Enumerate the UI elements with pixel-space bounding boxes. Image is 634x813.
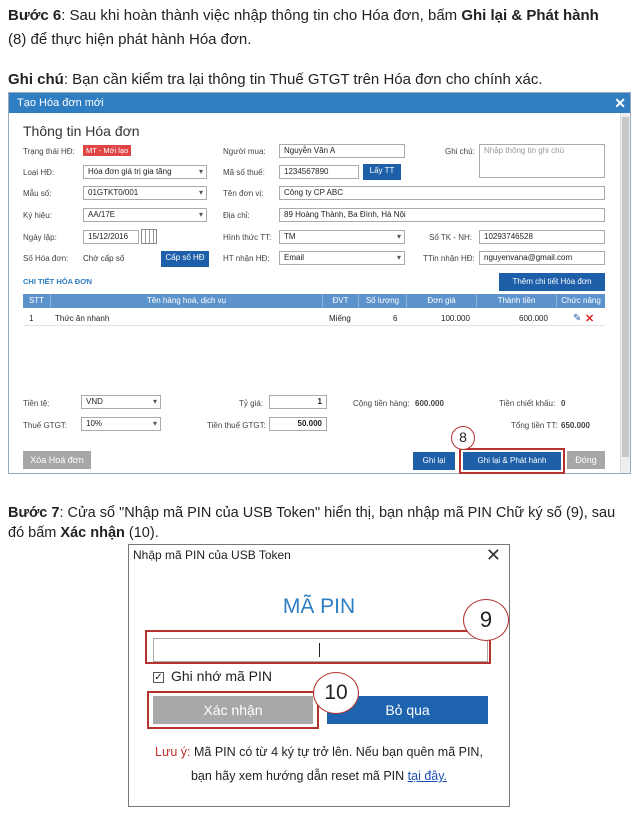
remember-pin-checkbox[interactable]: ✓ bbox=[154, 672, 163, 683]
payment-label: Hình thức TT: bbox=[223, 233, 272, 242]
note-text: : Bạn cần kiểm tra lại thông tin Thuế GTGT trên Hóa đơn cho chính xác. bbox=[63, 71, 543, 88]
col-header: Tên hàng hoá, dịch vụ bbox=[51, 294, 323, 308]
total-value: 650.000 bbox=[561, 421, 590, 430]
rate-label: Tỷ giá: bbox=[239, 399, 264, 408]
subtotal-value: 600.000 bbox=[415, 399, 444, 408]
create-invoice-window bbox=[8, 92, 631, 474]
email-label: TTin nhận HĐ: bbox=[423, 254, 475, 263]
note-instruction bbox=[8, 68, 543, 92]
comment-label: Ghi chú: bbox=[445, 147, 475, 156]
remember-pin-label: Ghi nhớ mã PIN bbox=[171, 668, 272, 684]
vat-label: Thuế GTGT: bbox=[23, 421, 68, 430]
detail-heading: CHI TIẾT HÓA ĐƠN bbox=[23, 277, 93, 286]
row-name: Thức ăn nhanh bbox=[55, 314, 110, 323]
vat-amount-field[interactable]: 50.000 bbox=[269, 417, 327, 431]
highlight-box bbox=[459, 448, 565, 474]
status-badge: MT - Mới lạo bbox=[83, 145, 131, 156]
invoice-window-titlebar bbox=[9, 93, 630, 113]
marker-10: 10 bbox=[313, 672, 359, 714]
payment-select[interactable]: TM ▾ bbox=[279, 230, 405, 244]
subtotal-label: Cộng tiền hàng: bbox=[353, 399, 410, 408]
pin-heading: MÃ PIN bbox=[282, 595, 356, 618]
step7-bold: Xác nhận bbox=[60, 525, 125, 541]
vat-select[interactable]: 10% ▾ bbox=[81, 417, 161, 431]
close-button[interactable]: Đóng bbox=[567, 451, 605, 469]
date-field[interactable]: 15/12/2016 bbox=[83, 230, 139, 244]
pin-dialog-title: Nhập mã PIN của USB Token bbox=[133, 548, 291, 562]
pin-dialog bbox=[128, 544, 510, 807]
receive-select[interactable]: Email ▾ bbox=[279, 251, 405, 265]
number-label: Số Hóa đơn: bbox=[23, 254, 69, 263]
note-text: bạn hãy xem hướng dẫn reset mã PIN bbox=[190, 769, 408, 783]
table-row bbox=[23, 312, 605, 326]
col-header: STT bbox=[23, 294, 51, 308]
template-select[interactable]: 01GTKT0/001 ▾ bbox=[83, 186, 207, 200]
marker-8: 8 bbox=[451, 426, 475, 450]
invoice-window-title: Tạo Hóa đơn mới bbox=[17, 97, 104, 109]
currency-label: Tiền tệ: bbox=[23, 399, 50, 408]
address-field[interactable]: 89 Hoàng Thành, Ba Đình, Hà Nội bbox=[279, 208, 605, 222]
template-label: Mẫu số: bbox=[23, 189, 52, 198]
delete-invoice-button[interactable]: Xóa Hoá đơn bbox=[23, 451, 91, 469]
step6-text-end: (8) để thực hiện phát hành Hóa đơn. bbox=[8, 31, 252, 48]
col-header: Chức năng bbox=[561, 296, 601, 305]
tax-code-field[interactable]: 1234567890 bbox=[279, 165, 359, 179]
col-header: Thành tiền bbox=[477, 294, 557, 308]
issue-number-button[interactable]: Cấp số HĐ bbox=[161, 251, 209, 267]
section-title: Thông tin Hóa đơn bbox=[23, 123, 140, 139]
comment-field[interactable]: Nhập thông tin ghi chú bbox=[479, 144, 605, 178]
col-header: ĐVT bbox=[323, 294, 359, 308]
rate-field[interactable]: 1 bbox=[269, 395, 327, 409]
pin-note-line2 bbox=[129, 765, 509, 787]
col-header: Đơn giá bbox=[407, 294, 477, 308]
symbol-label: Ký hiệu: bbox=[23, 211, 52, 220]
step6-text: : Sau khi hoàn thành việc nhập thông tin cho Hóa đơn, bấm bbox=[61, 7, 462, 24]
close-icon[interactable]: ✕ bbox=[614, 95, 626, 111]
skip-button[interactable]: Bỏ qua bbox=[327, 696, 488, 724]
calendar-icon[interactable] bbox=[141, 229, 157, 244]
pin-note-line1 bbox=[129, 741, 509, 763]
note-label: Lưu ý: bbox=[155, 745, 191, 759]
receive-label: HT nhận HĐ: bbox=[223, 254, 270, 263]
note-text: Mã PIN có từ 4 ký tự trở lên. Nếu bạn quên mã PIN, bbox=[190, 745, 483, 759]
row-unit: Miếng bbox=[329, 314, 351, 323]
status-label: Trạng thái HĐ: bbox=[23, 147, 75, 156]
step6-prefix: Bước 6 bbox=[8, 7, 62, 24]
buyer-label: Người mua: bbox=[223, 147, 266, 156]
confirm-button[interactable]: Xác nhận bbox=[153, 696, 313, 724]
add-detail-button[interactable]: Thêm chi tiết Hóa đơn bbox=[499, 273, 605, 291]
note-prefix: Ghi chú bbox=[8, 71, 64, 88]
step6-instruction bbox=[8, 4, 608, 52]
edit-icon[interactable]: ✎ bbox=[573, 313, 582, 324]
total-label: Tổng tiền TT: bbox=[511, 421, 558, 430]
address-label: Địa chỉ: bbox=[223, 211, 250, 220]
discount-label: Tiền chiết khấu: bbox=[499, 399, 556, 408]
number-value: Chờ cấp số bbox=[83, 254, 125, 263]
save-issue-button[interactable]: Ghi lại & Phát hành bbox=[463, 452, 561, 470]
discount-value: 0 bbox=[561, 399, 566, 408]
currency-select[interactable]: VND ▾ bbox=[81, 395, 161, 409]
detail-table-header bbox=[23, 294, 605, 308]
row-price: 100.000 bbox=[441, 314, 470, 323]
delete-icon[interactable]: ✕ bbox=[585, 313, 595, 325]
save-button[interactable]: Ghi lại bbox=[413, 452, 455, 470]
step7-text: : Cửa sổ "Nhập mã PIN của USB Token" hiển thị, bạn nhập mã PIN Chữ ký số (9), sau đó bấm bbox=[8, 505, 616, 541]
marker-9: 9 bbox=[463, 599, 509, 641]
unit-label: Tên đơn vị: bbox=[223, 189, 264, 198]
date-label: Ngày lập: bbox=[23, 233, 57, 242]
account-label: Số TK - NH: bbox=[429, 233, 472, 242]
type-label: Loại HĐ: bbox=[23, 168, 55, 177]
vat-amount-label: Tiền thuế GTGT: bbox=[207, 421, 266, 430]
pin-input[interactable] bbox=[153, 638, 488, 662]
scrollbar[interactable] bbox=[620, 113, 630, 473]
step7-text-end: (10). bbox=[124, 525, 159, 541]
text-caret bbox=[319, 643, 320, 657]
row-amount: 600.000 bbox=[519, 314, 548, 323]
reset-pin-link[interactable]: tại đây. bbox=[407, 769, 448, 783]
buyer-field[interactable]: Nguyễn Văn A bbox=[279, 144, 405, 158]
step7-instruction bbox=[8, 503, 632, 543]
col-header: Số lượng bbox=[359, 294, 407, 308]
row-qty: 6 bbox=[393, 314, 398, 323]
account-field[interactable]: 10293746528 bbox=[479, 230, 605, 244]
step6-bold: Ghi lại & Phát hành bbox=[461, 7, 599, 24]
scroll-thumb[interactable] bbox=[622, 117, 629, 457]
type-select[interactable]: Hóa đơn giá trị gia tăng ▾ bbox=[83, 165, 207, 179]
step7-prefix: Bước 7 bbox=[8, 505, 60, 521]
get-info-button[interactable]: Lấy TT bbox=[363, 164, 401, 180]
unit-field[interactable]: Công ty CP ABC bbox=[279, 186, 605, 200]
email-field[interactable]: nguyenvana@gmail.com bbox=[479, 251, 605, 265]
symbol-select[interactable]: AA/17E ▾ bbox=[83, 208, 207, 222]
tax-code-label: Mã số thuế: bbox=[223, 168, 265, 177]
row-stt: 1 bbox=[29, 314, 34, 323]
close-icon[interactable]: ✕ bbox=[485, 545, 501, 565]
